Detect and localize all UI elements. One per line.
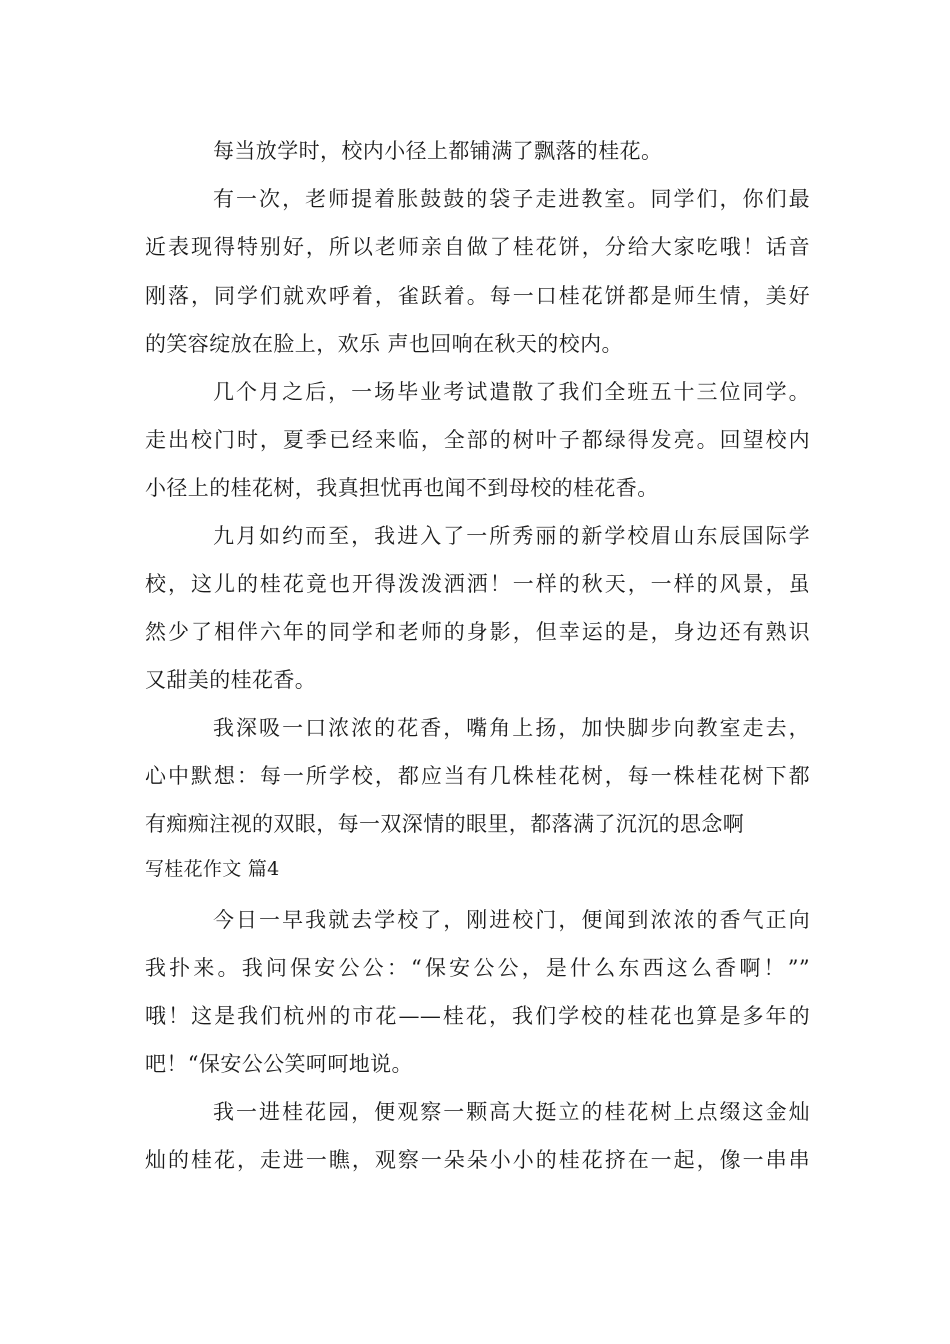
- paragraph-5-line-2: 心中默想：每一所学校，都应当有几株桂花树，每一株桂花树下都: [145, 764, 810, 788]
- paragraph-2-line-1: 有一次，老师提着胀鼓鼓的袋子走进教室。同学们，你们最: [213, 187, 810, 211]
- paragraph-5-line-1: 我深吸一口浓浓的花香，嘴角上扬，加快脚步向教室走去，: [213, 716, 810, 740]
- paragraph-7-line-2: 灿的桂花，走进一瞧，观察一朵朵小小的桂花挤在一起，像一串串: [145, 1148, 810, 1172]
- paragraph-4-line-4: 又甜美的桂花香。: [145, 668, 317, 692]
- paragraph-4-line-2: 校，这儿的桂花竟也开得泼泼洒洒！一样的秋天，一样的风景，虽: [145, 572, 810, 596]
- paragraph-6-line-4: 吧！“保安公公笑呵呵地说。: [145, 1052, 413, 1076]
- paragraph-2-line-4: 的笑容绽放在脸上，欢乐 声也回响在秋天的校内。: [145, 332, 623, 356]
- section-heading: 写桂花作文 篇4: [145, 858, 280, 880]
- paragraph-6-line-1: 今日一早我就去学校了，刚进校门，便闻到浓浓的香气正向: [213, 908, 810, 932]
- paragraph-2-line-3: 刚落，同学们就欢呼着，雀跃着。每一口桂花饼都是师生情，美好: [145, 284, 810, 308]
- paragraph-6-line-3: 哦！这是我们杭州的市花——桂花，我们学校的桂花也算是多年的: [145, 1004, 810, 1028]
- paragraph-4-line-1: 九月如约而至，我进入了一所秀丽的新学校眉山东辰国际学: [213, 524, 810, 548]
- paragraph-2-line-2: 近表现得特别好，所以老师亲自做了桂花饼，分给大家吃哦！话音: [145, 235, 810, 259]
- paragraph-3-line-3: 小径上的桂花树，我真担忧再也闻不到母校的桂花香。: [145, 476, 659, 500]
- paragraph-4-line-3: 然少了相伴六年的同学和老师的身影，但幸运的是，身边还有熟识: [145, 620, 810, 644]
- paragraph-1-line-1: 每当放学时，校内小径上都铺满了飘落的桂花。: [213, 139, 663, 163]
- paragraph-7-line-1: 我一进桂花园，便观察一颗高大挺立的桂花树上点缀这金灿: [213, 1100, 810, 1124]
- paragraph-5-line-3: 有痴痴注视的双眼，每一双深情的眼里，都落满了沉沉的思念啊: [145, 812, 745, 836]
- paragraph-3-line-1: 几个月之后，一场毕业考试遣散了我们全班五十三位同学。: [213, 380, 810, 404]
- paragraph-3-line-2: 走出校门时，夏季已经来临，全部的树叶子都绿得发亮。回望校内: [145, 428, 810, 452]
- paragraph-6-line-2: 我扑来。我问保安公公：“保安公公，是什么东西这么香啊！””: [145, 956, 810, 980]
